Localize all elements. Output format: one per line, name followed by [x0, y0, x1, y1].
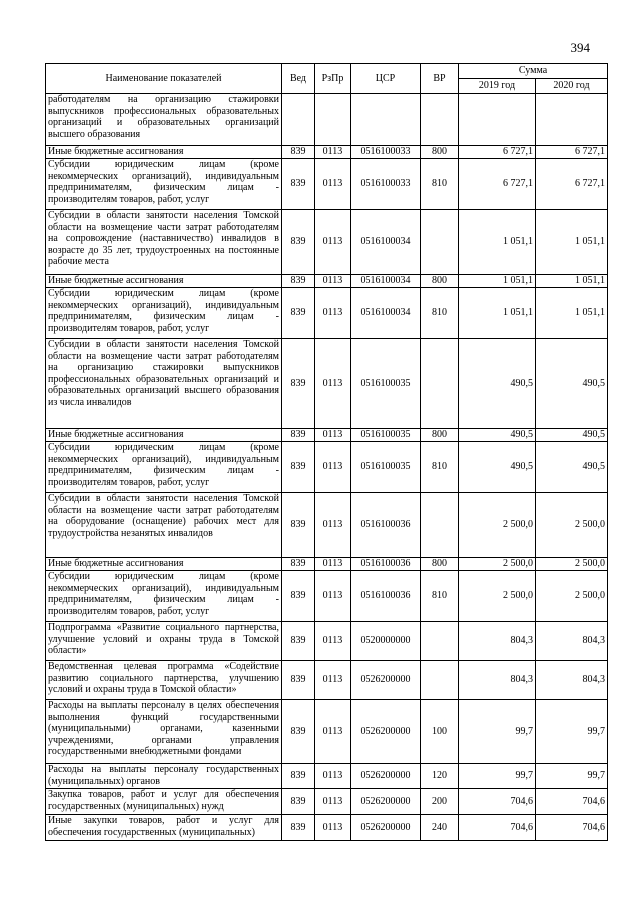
row-vr-cell: 800 [421, 146, 459, 159]
row-2020-cell: 804,3 [536, 661, 608, 700]
row-2019-cell: 6 727,1 [459, 159, 536, 210]
row-2020-cell: 99,7 [536, 764, 608, 789]
row-rzpr-cell [315, 94, 351, 146]
row-rzpr-cell: 0113 [315, 700, 351, 764]
row-vr-cell: 240 [421, 815, 459, 841]
row-vr-cell [421, 210, 459, 275]
row-2019-cell: 6 727,1 [459, 146, 536, 159]
row-2019-cell: 99,7 [459, 764, 536, 789]
table-row [46, 571, 608, 622]
row-rzpr-cell: 0113 [315, 442, 351, 493]
row-rzpr-cell: 0113 [315, 661, 351, 700]
row-rzpr-cell: 0113 [315, 159, 351, 210]
row-csr-cell: 0516100033 [351, 159, 421, 210]
row-vr-cell: 810 [421, 288, 459, 339]
row-ved-cell [282, 94, 315, 146]
row-2019-cell: 1 051,1 [459, 288, 536, 339]
row-2019-cell: 490,5 [459, 339, 536, 429]
row-vr-cell: 800 [421, 558, 459, 571]
row-vr-cell: 810 [421, 159, 459, 210]
row-name-cell: Ведомственная целевая программа «Содействие развитию социального партнерства, улучшению условий и охраны труда в Томской области» [46, 661, 282, 700]
row-vr-cell [421, 622, 459, 661]
row-name-cell: Иные бюджетные ассигнования [46, 429, 282, 442]
row-2019-cell: 490,5 [459, 442, 536, 493]
row-2019-cell: 1 051,1 [459, 275, 536, 288]
header-vr: ВР [421, 64, 459, 94]
row-name-cell: Расходы на выплаты персоналу в целях обеспечения выполнения функций государственными (муниципальными) органами, казенными учреждениями, органами управления государственными внебюджетными фондами [46, 700, 282, 764]
table-row [46, 339, 608, 429]
row-vr-cell: 810 [421, 442, 459, 493]
table-row [46, 210, 608, 275]
row-rzpr-cell: 0113 [315, 493, 351, 558]
row-2019-cell: 2 500,0 [459, 571, 536, 622]
row-rzpr-cell: 0113 [315, 571, 351, 622]
row-csr-cell: 0526200000 [351, 764, 421, 789]
table-row [46, 815, 608, 841]
row-2020-cell: 2 500,0 [536, 571, 608, 622]
row-csr-cell: 0526200000 [351, 661, 421, 700]
table-row [46, 429, 608, 442]
row-csr-cell: 0526200000 [351, 815, 421, 841]
row-csr-cell: 0516100035 [351, 339, 421, 429]
row-2019-cell: 804,3 [459, 622, 536, 661]
row-rzpr-cell: 0113 [315, 815, 351, 841]
row-ved-cell: 839 [282, 210, 315, 275]
header-name: Наименование показателей [46, 64, 282, 94]
row-2019-cell: 490,5 [459, 429, 536, 442]
row-2019-cell: 804,3 [459, 661, 536, 700]
row-csr-cell: 0516100034 [351, 288, 421, 339]
table-row [46, 764, 608, 789]
row-csr-cell: 0516100033 [351, 146, 421, 159]
row-vr-cell: 810 [421, 571, 459, 622]
row-ved-cell: 839 [282, 442, 315, 493]
header-2019: 2019 год [459, 79, 536, 94]
table-row [46, 146, 608, 159]
table-row [46, 661, 608, 700]
row-vr-cell [421, 339, 459, 429]
table-row [46, 622, 608, 661]
row-2019-cell: 704,6 [459, 789, 536, 815]
row-ved-cell: 839 [282, 815, 315, 841]
row-2020-cell: 1 051,1 [536, 210, 608, 275]
row-rzpr-cell: 0113 [315, 429, 351, 442]
row-2020-cell: 2 500,0 [536, 558, 608, 571]
row-name-cell: Субсидии юридическим лицам (кроме некоммерческих организаций), индивидуальным предпринимателям, физическим лицам - производителям товаров, работ, услуг [46, 442, 282, 493]
row-2019-cell: 1 051,1 [459, 210, 536, 275]
table-row [46, 442, 608, 493]
row-vr-cell: 100 [421, 700, 459, 764]
row-2020-cell [536, 94, 608, 146]
table-row [46, 94, 608, 146]
table-row [46, 493, 608, 558]
row-vr-cell: 200 [421, 789, 459, 815]
row-ved-cell: 839 [282, 764, 315, 789]
row-csr-cell: 0520000000 [351, 622, 421, 661]
row-rzpr-cell: 0113 [315, 789, 351, 815]
row-name-cell: работодателям на организацию стажировки выпускников профессиональных образовательных организаций и образовательных организаций высшего образования [46, 94, 282, 146]
page-number: 394 [570, 40, 590, 55]
row-vr-cell: 120 [421, 764, 459, 789]
row-ved-cell: 839 [282, 661, 315, 700]
row-name-cell: Субсидии юридическим лицам (кроме некоммерческих организаций), индивидуальным предпринимателям, физическим лицам - производителям товаров, работ, услуг [46, 288, 282, 339]
row-2020-cell: 6 727,1 [536, 159, 608, 210]
table-row [46, 159, 608, 210]
row-2020-cell: 704,6 [536, 815, 608, 841]
header-csr: ЦСР [351, 64, 421, 94]
row-vr-cell [421, 94, 459, 146]
row-rzpr-cell: 0113 [315, 622, 351, 661]
row-rzpr-cell: 0113 [315, 210, 351, 275]
row-2019-cell: 2 500,0 [459, 558, 536, 571]
row-ved-cell: 839 [282, 288, 315, 339]
row-2020-cell: 804,3 [536, 622, 608, 661]
header-sum: Сумма [459, 64, 608, 79]
table-row [46, 275, 608, 288]
row-rzpr-cell: 0113 [315, 764, 351, 789]
row-2019-cell: 99,7 [459, 700, 536, 764]
row-ved-cell: 839 [282, 789, 315, 815]
row-name-cell: Субсидии в области занятости населения Томской области на возмещение части затрат работодателям на организацию стажировки выпускников профессиональных образовательных организаций и образовательных организаций высшего образования из числа инвалидов [46, 339, 282, 429]
row-vr-cell: 800 [421, 429, 459, 442]
row-name-cell: Иные бюджетные ассигнования [46, 146, 282, 159]
row-2020-cell: 490,5 [536, 429, 608, 442]
row-2020-cell: 1 051,1 [536, 275, 608, 288]
row-name-cell: Субсидии в области занятости населения Томской области на возмещение части затрат работодателям на сопровождение (наставничество) инвалидов в возрасте до 35 лет, трудоустроенных на постоянные рабочие места [46, 210, 282, 275]
row-2020-cell: 490,5 [536, 442, 608, 493]
row-name-cell: Иные бюджетные ассигнования [46, 558, 282, 571]
row-2019-cell [459, 94, 536, 146]
row-name-cell: Иные бюджетные ассигнования [46, 275, 282, 288]
table-row [46, 700, 608, 764]
row-ved-cell: 839 [282, 700, 315, 764]
row-name-cell: Подпрограмма «Развитие социального партнерства, улучшение условий и охраны труда в Томской области» [46, 622, 282, 661]
table-row [46, 789, 608, 815]
row-name-cell: Субсидии в области занятости населения Томской области на возмещение части затрат работодателям на оборудование (оснащение) рабочих мест для трудоустройства незанятых инвалидов [46, 493, 282, 558]
row-ved-cell: 839 [282, 429, 315, 442]
row-csr-cell: 0516100036 [351, 493, 421, 558]
row-2020-cell: 99,7 [536, 700, 608, 764]
row-ved-cell: 839 [282, 558, 315, 571]
row-rzpr-cell: 0113 [315, 339, 351, 429]
row-2019-cell: 704,6 [459, 815, 536, 841]
row-ved-cell: 839 [282, 622, 315, 661]
row-rzpr-cell: 0113 [315, 275, 351, 288]
header-rzpr: РзПр [315, 64, 351, 94]
row-csr-cell: 0526200000 [351, 789, 421, 815]
row-vr-cell [421, 661, 459, 700]
row-name-cell: Расходы на выплаты персоналу государственных (муниципальных) органов [46, 764, 282, 789]
row-vr-cell: 800 [421, 275, 459, 288]
row-2020-cell: 704,6 [536, 789, 608, 815]
row-rzpr-cell: 0113 [315, 558, 351, 571]
row-ved-cell: 839 [282, 571, 315, 622]
row-name-cell: Закупка товаров, работ и услуг для обеспечения государственных (муниципальных) нужд [46, 789, 282, 815]
row-2020-cell: 6 727,1 [536, 146, 608, 159]
header-2020: 2020 год [536, 79, 608, 94]
table-row [46, 558, 608, 571]
row-rzpr-cell: 0113 [315, 146, 351, 159]
row-ved-cell: 839 [282, 339, 315, 429]
row-csr-cell: 0516100035 [351, 442, 421, 493]
header-ved: Вед [282, 64, 315, 94]
row-2020-cell: 2 500,0 [536, 493, 608, 558]
row-csr-cell: 0516100036 [351, 571, 421, 622]
row-csr-cell: 0516100036 [351, 558, 421, 571]
row-2020-cell: 490,5 [536, 339, 608, 429]
row-ved-cell: 839 [282, 159, 315, 210]
row-2019-cell: 2 500,0 [459, 493, 536, 558]
row-name-cell: Субсидии юридическим лицам (кроме некоммерческих организаций), индивидуальным предпринимателям, физическим лицам - производителям товаров, работ, услуг [46, 159, 282, 210]
row-csr-cell: 0516100034 [351, 275, 421, 288]
row-name-cell: Субсидии юридическим лицам (кроме некоммерческих организаций), индивидуальным предпринимателям, физическим лицам - производителям товаров, работ, услуг [46, 571, 282, 622]
row-ved-cell: 839 [282, 275, 315, 288]
table-row [46, 288, 608, 339]
row-2020-cell: 1 051,1 [536, 288, 608, 339]
row-csr-cell [351, 94, 421, 146]
row-ved-cell: 839 [282, 493, 315, 558]
row-vr-cell [421, 493, 459, 558]
budget-table [45, 63, 608, 841]
row-csr-cell: 0516100034 [351, 210, 421, 275]
row-ved-cell: 839 [282, 146, 315, 159]
row-csr-cell: 0516100035 [351, 429, 421, 442]
row-name-cell: Иные закупки товаров, работ и услуг для обеспечения государственных (муниципальных) [46, 815, 282, 841]
row-csr-cell: 0526200000 [351, 700, 421, 764]
row-rzpr-cell: 0113 [315, 288, 351, 339]
